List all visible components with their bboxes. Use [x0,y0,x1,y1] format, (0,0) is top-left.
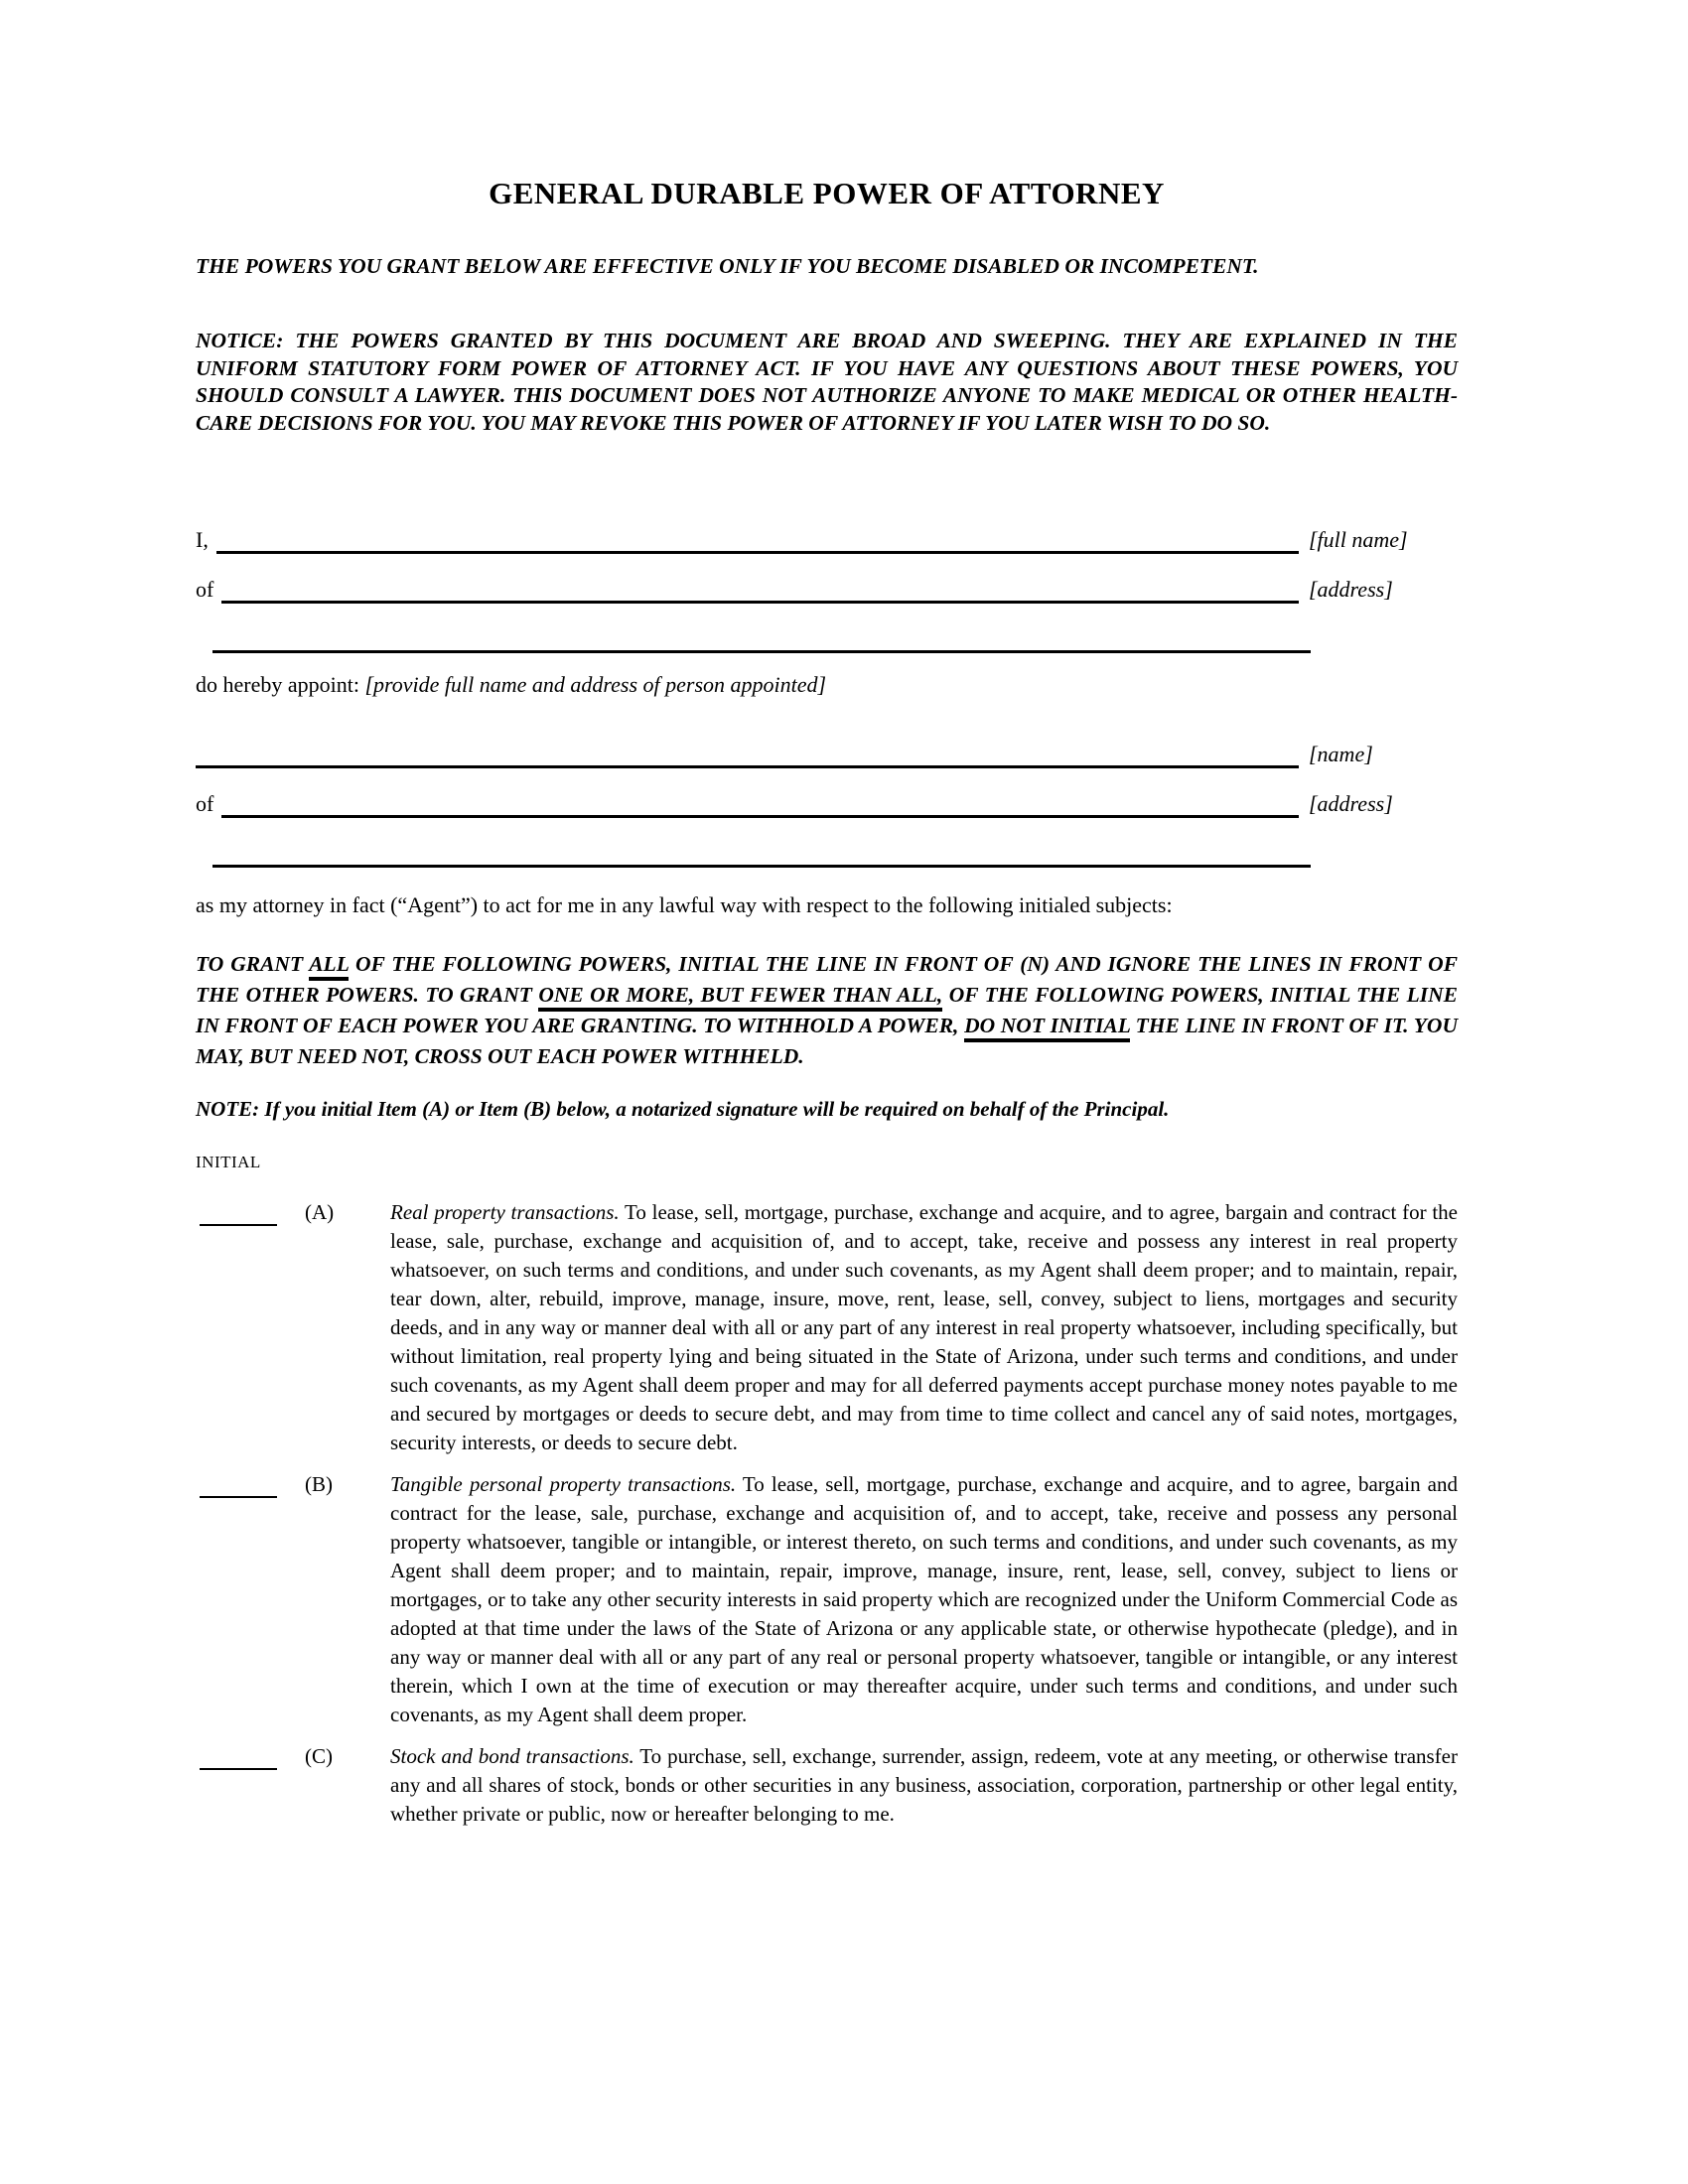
effective-notice: THE POWERS YOU GRANT BELOW ARE EFFECTIVE ONLY IF YOU BECOME DISABLED OR INCOMPETENT. [196,254,1259,278]
item-label-a: (A) [305,1200,335,1224]
grant-segment-underlined: ONE OR MORE, BUT FEWER THAN ALL, [538,983,942,1012]
agent-name-row [196,737,1458,768]
initial-line-c[interactable] [200,1742,277,1770]
address-hint: [address] [1309,791,1393,816]
principal-name-line[interactable] [216,521,1299,554]
agent-address-line[interactable] [221,785,1299,818]
power-item-b [196,1470,1458,1729]
initial-cell-a [196,1198,305,1231]
agent-name-line[interactable] [196,736,1299,768]
item-text-c [390,1742,1458,1829]
principal-name-row [196,522,1458,554]
principal-address-line[interactable] [221,571,1299,604]
appoint-clause [196,671,1458,699]
item-text-a [390,1198,1458,1457]
grant-segment: THE LINE IN FRONT OF IT. YOU MAY, BUT NEED NOT, CROSS OUT EACH POWER WITHHELD. [196,1014,1458,1068]
grant-segment-underlined: ALL [309,952,349,981]
grant-segment: TO GRANT [196,952,310,976]
principal-fields [196,522,1458,653]
of-label: of [196,577,214,602]
item-label-b: (B) [305,1472,333,1496]
grant-segment: OF THE FOLLOWING POWERS, INITIAL THE LINE IN FRONT OF (N) AND IGNORE THE LINES IN FRONT OF THE OTHER POWERS. TO GRANT [196,952,1458,1007]
principal-address-row-2 [196,621,1458,653]
grant-segment-underlined: DO NOT INITIAL [964,1014,1130,1042]
initial-line-b[interactable] [200,1470,277,1498]
initial-cell-b [196,1470,305,1503]
grant-segment: OF THE FOLLOWING POWERS, INITIAL THE LINE IN FRONT OF EACH POWER YOU ARE GRANTING. TO WITHHOLD A POWER, [196,983,1458,1037]
item-body-a: To lease, sell, mortgage, purchase, exchange and acquire, and to agree, bargain and contract for the lease, sale, purchase, exchange and acquisition of, and to accept, take, receive and possess any interest in real property whatsoever, on such terms and conditions, and under such covenants, as my Agent shall deem proper; and to maintain, repair, tear down, alter, rebuild, improve, manage, insure, move, rent, lease, sell, convey, subject to liens, mortgages and security deeds, and in any way or manner deal with all or any part of any interest in real property whatsoever, including specifically, but without limitation, real property lying and being situated in the State of Arizona, under such terms and conditions, and under such covenants, as my Agent shall deem proper and may for all deferred payments accept purchase money notes payable to me and secured by mortgages or deeds to secure debt, and may from time to time collect and cancel any of said notes, mortgages, security interests, or deeds to secure debt. [390,1200,1458,1454]
item-lead-a: Real property transactions. [390,1200,620,1224]
grant-instructions [196,949,1458,1072]
agent-clause: as my attorney in fact (“Agent”) to act for me in any lawful way with respect to the following initialed subjects: [196,892,1173,917]
page-title: GENERAL DURABLE POWER OF ATTORNEY [489,176,1165,210]
item-text-b [390,1470,1458,1729]
address-hint: [address] [1309,577,1393,602]
agent-fields [196,737,1458,868]
item-lead-b: Tangible personal property transactions. [390,1472,737,1496]
name-hint: [name] [1309,742,1373,766]
power-item-c [196,1742,1458,1829]
agent-address-row [196,786,1458,818]
appoint-lead: do hereby appoint: [196,672,359,697]
notarize-note: NOTE: If you initial Item (A) or Item (B) below, a notarized signature will be required on behalf of the Principal. [196,1097,1170,1121]
power-items [196,1198,1458,1829]
power-item-a [196,1198,1458,1457]
full-name-hint: [full name] [1309,527,1408,552]
item-body-b: To lease, sell, mortgage, purchase, exchange and acquire, and to agree, bargain and contract for the lease, sale, purchase, exchange and acquisition of, and to accept, take, receive and possess any personal property whatsoever, tangible or intangible, or interest thereto, on such terms and conditions, and under such covenants, as my Agent shall deem proper; and to maintain, repair, improve, manage, insure, rent, lease, sell, convey, subject to liens or mortgages, or to take any other security interests in said property which are recognized under the Uniform Commercial Code as adopted at that time under the laws of the State of Arizona or any applicable state, or otherwise hypothecate (pledge), and in any way or manner deal with all or any part of any real or personal property whatsoever, tangible or intangible, or any interest therein, which I own at the time of execution or may thereafter acquire, under such terms and conditions, and under such covenants, as my Agent shall deem proper. [390,1472,1458,1726]
appoint-instruction: [provide full name and address of person appointed] [364,672,827,697]
item-label-c: (C) [305,1744,333,1768]
principal-address-row [196,572,1458,604]
of-label: of [196,791,214,816]
agent-address-line-2[interactable] [212,835,1311,868]
item-body-c: To purchase, sell, exchange, surrender, assign, redeem, vote at any meeting, or otherwise transfer any and all shares of stock, bonds or other securities in any business, association, corporation, partnership or other legal entity, whether private or public, now or hereafter belonging to me. [390,1744,1458,1826]
agent-address-row-2 [196,836,1458,868]
i-label: I, [196,527,209,552]
principal-address-line-2[interactable] [212,620,1311,653]
initial-cell-c [196,1742,305,1775]
initial-line-a[interactable] [200,1198,277,1226]
broad-powers-notice: NOTICE: THE POWERS GRANTED BY THIS DOCUMENT ARE BROAD AND SWEEPING. THEY ARE EXPLAINED IN THE UNIFORM STATUTORY FORM POWER OF ATTORNEY ACT. IF YOU HAVE ANY QUESTIONS ABOUT THESE POWERS, YOU SHOULD CONSULT A LAWYER. THIS DOCUMENT DOES NOT AUTHORIZE ANYONE TO MAKE MEDICAL OR OTHER HEALTH-CARE DECISIONS FOR YOU. YOU MAY REVOKE THIS POWER OF ATTORNEY IF YOU LATER WISH TO DO SO. [196,329,1458,435]
initial-label: INITIAL [196,1153,261,1171]
item-lead-c: Stock and bond transactions. [390,1744,634,1768]
